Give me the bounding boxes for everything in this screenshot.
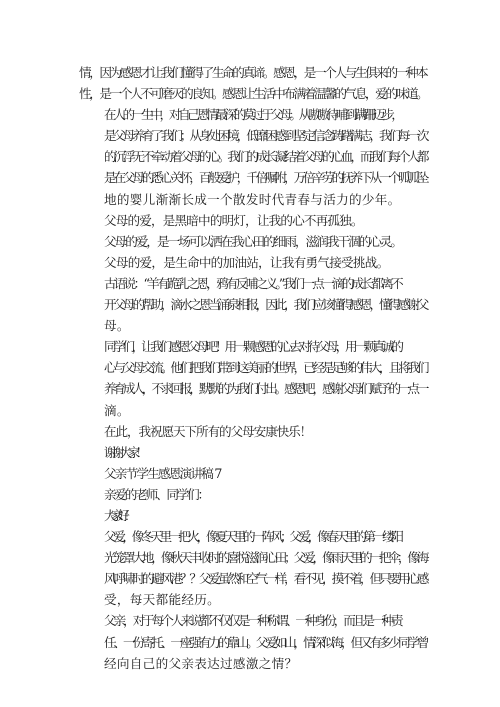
text-line: 谢谢大家！	[104, 444, 144, 460]
text-line: 任、一份寄托、一座强有力的靠山。父爱如山，情深似海，但又有多少同学曾	[104, 634, 427, 650]
text-line: 滴。	[104, 402, 130, 418]
para-parents-raised-us	[79, 104, 426, 209]
text-line: 古语说：“羊有跪乳之恩，鸦有反哺之义。”我们一点一滴的成长都离不	[104, 275, 401, 291]
text-line: 养育成人，不求回报，默默的为我们付出。感恩吧，感谢父母们赋予的一点一	[104, 381, 427, 397]
para-gratitude-intro	[79, 62, 426, 104]
text-line: 受，每天都能经历。	[104, 592, 221, 608]
text-line: 父亲，对于每个人来说都不仅仅是一种称谓、一种身份，而且是一种责	[104, 613, 401, 629]
para-blessing	[79, 421, 426, 442]
text-line: 开父母的帮助，滴水之恩当涌泉相报，因此，我们应该懂得感恩，懂得感谢父	[104, 297, 427, 313]
para-thanks	[79, 442, 426, 463]
para-classmates-call	[79, 336, 426, 420]
text-line: 父母的爱，是生命中的加油站，让我有勇气接受挑战。	[104, 254, 389, 270]
para-love-fuel	[79, 252, 426, 273]
para-love-rain	[79, 231, 426, 252]
text-line: 情，因为感恩才让我们懂得了生命的真谛。感恩，是一个人与生俱来的一种本	[79, 65, 427, 80]
text-line: 父母的爱，是黑暗中的明灯，让我的心不再孤独。	[104, 212, 363, 228]
text-line: 是父母养育了我们；从身处困境，低靡困惑到坚定信念踌躇满志，我们每一次	[104, 128, 427, 144]
text-line: 是在父母的悉心关怀，百般爱护，千倍嘱咐，万倍辛劳的抚养下从一个呱呱坠	[104, 170, 427, 186]
para-speech-title	[79, 463, 426, 484]
text-line: 的沉浮无不牵动着父母的心。我们的成长凝结着父母的心血，而我们每个人都	[104, 149, 427, 165]
text-line: 经向自己的父亲表达过感激之情？	[104, 655, 298, 671]
text-line: 地的婴儿渐渐长成一个散发时代青春与活力的少年。	[104, 191, 401, 207]
para-father-love	[79, 526, 426, 610]
text-line: 父母的爱，是一场可以洒在我心田的细雨，滋润我干涸的心灵。	[104, 233, 402, 249]
text-line: 光笼罩大地，像秋天丰收时的喜悦滋润心田；父爱，像雨天里的一把伞，像海	[104, 550, 427, 566]
text-line: 心与父母交流。他们把我们带到这美丽的世界，已经是足够的伟大，且将我们	[104, 360, 427, 376]
text-line: 在此，我祝愿天下所有的父母安康快乐！	[104, 423, 312, 439]
text-line: 父亲节学生感恩演讲稿 7	[104, 465, 221, 481]
text-line: 亲爱的老师、同学们：	[104, 486, 208, 502]
text-line: 母。	[104, 318, 130, 334]
text-line: 风呼啸时的避风港？？父爱虽然和空气一样，看不见，摸不着，但只要用心感	[104, 571, 427, 587]
para-love-lamp	[79, 210, 426, 231]
text-line: 大家好！	[104, 507, 131, 523]
para-salutation	[79, 484, 426, 505]
para-father-mountain	[79, 610, 426, 673]
text-line: 同学们，让我们感恩父母吧！用一颗感恩的心去对待父母，用一颗真诚的	[104, 339, 401, 355]
text-line: 在人的一生中，对自己恩情最深的莫过于父母。从嗷嗷待哺到蹒跚迈步，	[104, 107, 401, 123]
para-ancient-saying	[79, 273, 426, 336]
para-greeting	[79, 505, 426, 526]
text-line: 性，是一个人不可磨灭的良知。感恩让生活中布满着温馨的气息，爱的味道。	[79, 86, 427, 102]
text-line: 父爱，像冬天里一把火，像夏天里的一阵风；父爱，像春天里的第一缕阳	[104, 529, 401, 545]
